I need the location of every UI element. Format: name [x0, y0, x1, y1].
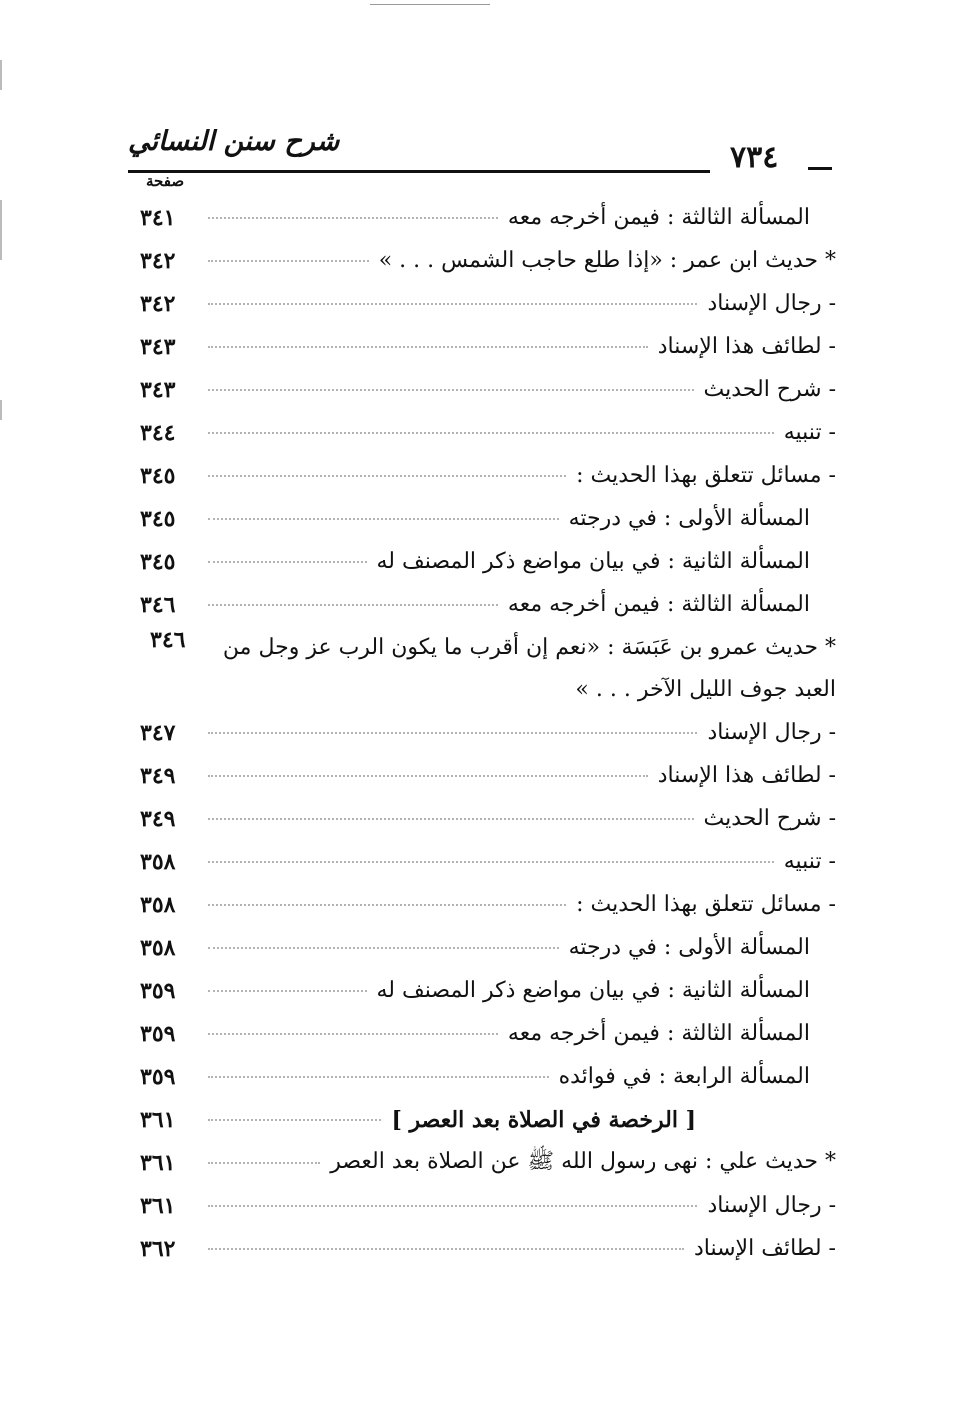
toc-entry-title: المسألة الأولى : في درجته [568, 506, 810, 531]
dot-leader [208, 1119, 381, 1121]
toc-entry-title: المسألة الثالثة : فيمن أخرجه معه [507, 1021, 810, 1046]
toc-page-number: ٣٥٩ [140, 1063, 176, 1090]
toc-entry-title: - شرح الحديث [703, 377, 836, 402]
toc-entry-title: - لطائف الإسناد [693, 1236, 836, 1261]
toc-entry [140, 411, 836, 454]
toc-entry [140, 1012, 836, 1055]
margin-scan-mark [0, 400, 2, 420]
toc-page-number: ٣٤٢ [140, 247, 176, 274]
table-of-contents [140, 196, 836, 1270]
margin-scan-mark [0, 200, 2, 260]
toc-entry-title: * حديث عمرو بن عَبَسَة : «نعم إن أقرب ما يكون الرب عز وجل من العبد جوف الليل الآخر . . . » [222, 635, 836, 702]
toc-entry-title: المسألة الثالثة : فيمن أخرجه معه [507, 592, 810, 617]
dot-leader [208, 861, 774, 863]
toc-entry [140, 368, 836, 411]
toc-entry [140, 196, 836, 239]
toc-page-number: ٣٤٦ [140, 591, 176, 618]
toc-page-number: ٣٤٣ [140, 333, 176, 360]
dot-leader [208, 475, 566, 477]
toc-entry-title: - مسائل تتعلق بهذا الحديث : [576, 892, 836, 917]
toc-entry [140, 1055, 836, 1098]
toc-entry-title: - تنبيه [783, 420, 836, 445]
dot-leader [208, 732, 697, 734]
page-column-label: صفحة [146, 172, 185, 190]
toc-page-number: ٣٤٩ [140, 805, 176, 832]
toc-page-number: ٣٤٣ [140, 376, 176, 403]
dot-leader [208, 561, 367, 563]
toc-entry [140, 969, 836, 1012]
toc-entry-title: - رجال الإسناد [707, 291, 836, 316]
toc-page-number: ٣٤٢ [140, 290, 176, 317]
toc-entry-title: - لطائف هذا الإسناد [657, 763, 836, 788]
dot-leader [208, 260, 369, 262]
toc-entry-title: - شرح الحديث [703, 806, 836, 831]
toc-entry [140, 325, 836, 368]
toc-entry [140, 282, 836, 325]
toc-entry [140, 926, 836, 969]
toc-page-number: ٣٤٤ [140, 419, 176, 446]
toc-entry-title: - لطائف هذا الإسناد [657, 334, 836, 359]
dot-leader [208, 990, 367, 992]
toc-page-number: ٣٥٨ [140, 934, 176, 961]
dot-leader [208, 1205, 697, 1207]
toc-page-number: ٣٥٨ [140, 848, 176, 875]
toc-page-number: ٣٤٦ [150, 627, 186, 653]
toc-entry-title: المسألة الثانية : في بيان مواضع ذكر المصنف له [376, 978, 810, 1003]
dot-leader [208, 775, 648, 777]
dot-leader [208, 947, 559, 949]
margin-scan-mark [0, 60, 2, 90]
toc-entry [140, 754, 836, 797]
dot-leader [208, 1162, 320, 1164]
dot-leader [208, 303, 697, 305]
toc-entry-title: - رجال الإسناد [707, 720, 836, 745]
dot-leader [208, 518, 559, 520]
toc-entry [140, 583, 836, 626]
dot-leader [208, 818, 694, 820]
dot-leader [208, 604, 498, 606]
toc-entry-title: المسألة الثالثة : فيمن أخرجه معه [507, 205, 810, 230]
toc-entry [140, 1227, 836, 1270]
dot-leader [208, 1248, 684, 1250]
toc-page-number: ٣٦٢ [140, 1235, 176, 1262]
toc-page-number: ٣٤٥ [140, 505, 176, 532]
toc-entry-title: - مسائل تتعلق بهذا الحديث : [576, 463, 836, 488]
dot-leader [208, 217, 498, 219]
page-number: ٧٣٤ [730, 140, 779, 175]
toc-entry [140, 497, 836, 540]
toc-page-number: ٣٤٧ [140, 719, 176, 746]
toc-entry [140, 454, 836, 497]
toc-page-number: ٣٥٩ [140, 977, 176, 1004]
dot-leader [208, 389, 694, 391]
toc-page-number: ٣٤١ [140, 204, 176, 231]
toc-entry-title: - تنبيه [783, 849, 836, 874]
toc-page-number: ٣٦١ [140, 1106, 176, 1133]
toc-page-number: ٣٦١ [140, 1149, 176, 1176]
toc-entry [140, 1141, 836, 1184]
toc-entry-title: المسألة الأولى : في درجته [568, 935, 810, 960]
top-scan-rule [370, 4, 490, 5]
toc-page-number: ٣٥٩ [140, 1020, 176, 1047]
toc-section-heading [140, 1098, 836, 1141]
dot-leader [208, 1033, 498, 1035]
dot-leader [208, 432, 774, 434]
toc-entry [140, 626, 836, 711]
toc-page-number: ٣٤٥ [140, 548, 176, 575]
toc-page-number: ٣٦١ [140, 1192, 176, 1219]
toc-page-number: ٣٤٥ [140, 462, 176, 489]
toc-entry-title: * حديث علي : نهى رسول الله ﷺ عن الصلاة بعد العصر [330, 1148, 836, 1174]
toc-entry [140, 840, 836, 883]
toc-entry [140, 883, 836, 926]
toc-entry-title: [ الرخصة في الصلاة بعد العصر ] [391, 1106, 696, 1133]
toc-page-number: ٣٥٨ [140, 891, 176, 918]
dot-leader [208, 904, 566, 906]
toc-entry-title: المسألة الثانية : في بيان مواضع ذكر المصنف له [376, 549, 810, 574]
toc-entry [140, 540, 836, 583]
dot-leader [208, 346, 648, 348]
toc-entry-title: - رجال الإسناد [707, 1193, 836, 1218]
toc-entry-title: * حديث ابن عمر : «إذا طلع حاجب الشمس . . . » [378, 248, 836, 273]
dot-leader [208, 1076, 549, 1078]
toc-entry [140, 711, 836, 754]
toc-entry-title: المسألة الرابعة : في فوائده [558, 1064, 810, 1089]
toc-entry [140, 1184, 836, 1227]
header-rule [128, 170, 710, 173]
toc-page-number: ٣٤٩ [140, 762, 176, 789]
page-number-dash [808, 167, 832, 170]
toc-entry [140, 239, 836, 282]
book-title: شرح سنن النسائي [128, 126, 340, 157]
toc-entry [140, 797, 836, 840]
